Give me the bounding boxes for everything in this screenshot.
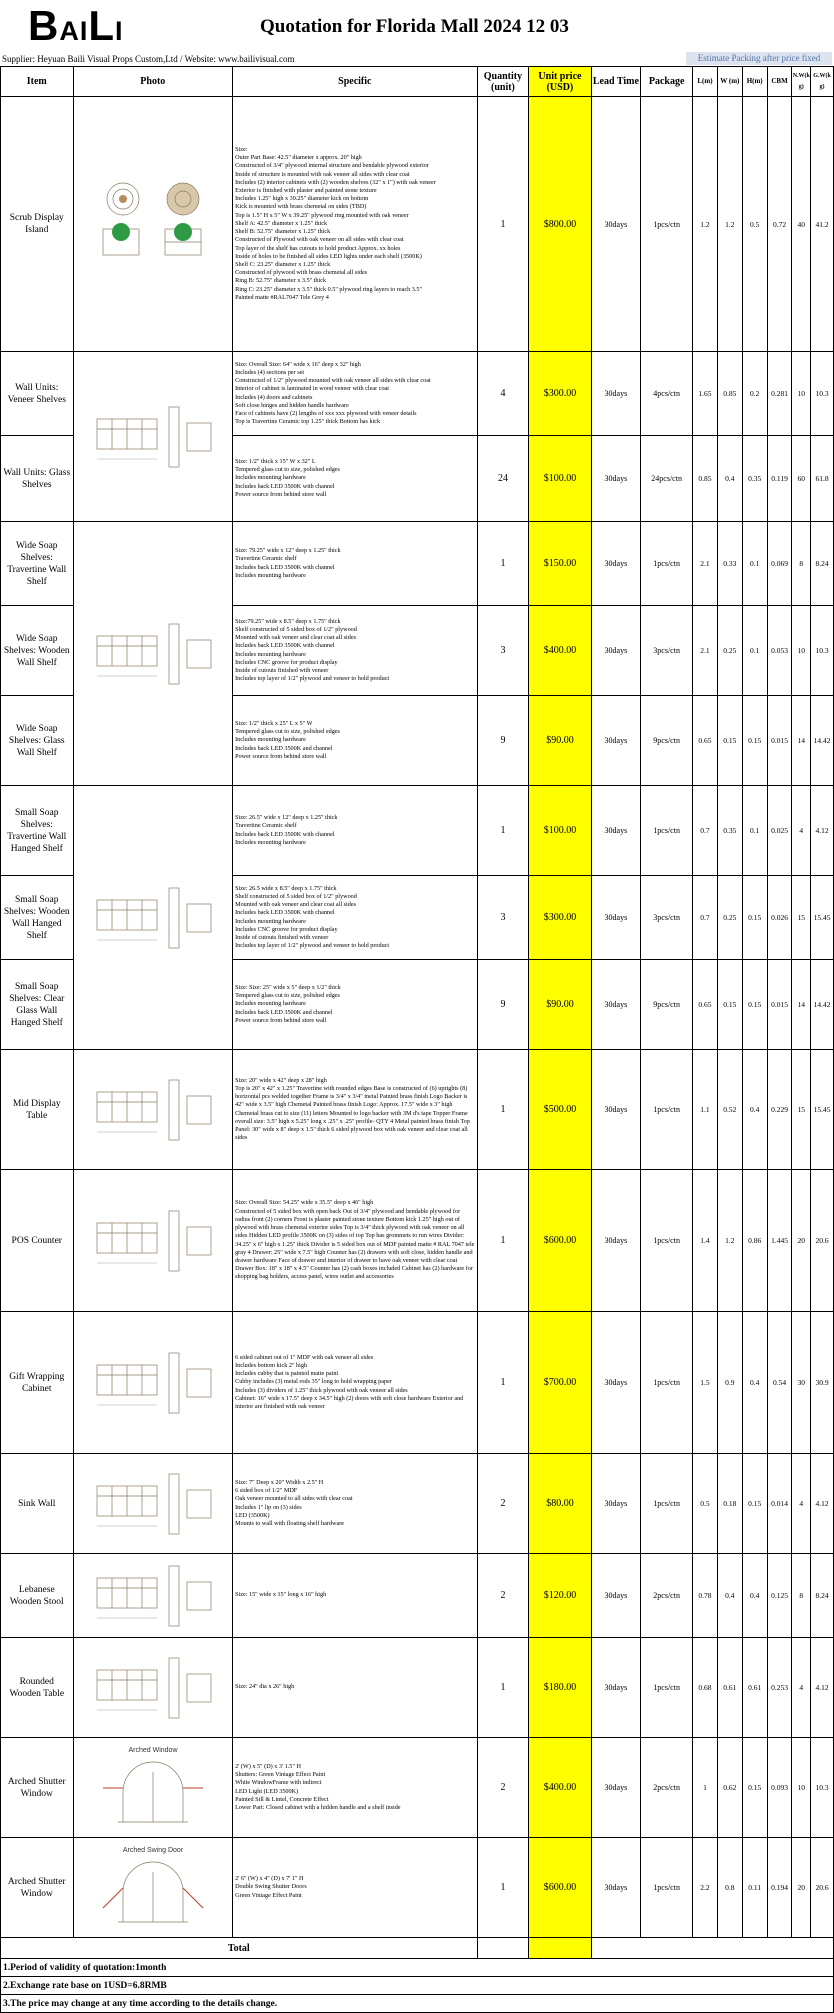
col-length: L(m) xyxy=(693,67,718,97)
length-cell: 1.2 xyxy=(693,97,718,352)
table-row xyxy=(1,1454,834,1554)
unit-price-cell: $300.00 xyxy=(529,352,591,436)
quotation-table xyxy=(0,66,834,2013)
gross-weight-cell: 4.12 xyxy=(811,1638,834,1738)
table-row xyxy=(1,1638,834,1738)
net-weight-cell: 8 xyxy=(792,1554,811,1638)
lead-time-cell: 30days xyxy=(591,436,641,522)
total-label: Total xyxy=(1,1938,478,1959)
lead-time-cell: 30days xyxy=(591,97,641,352)
length-cell: 0.68 xyxy=(693,1638,718,1738)
package-cell: 9pcs/ctn xyxy=(641,960,693,1050)
spec-text: Size: 1/2" thick x 15" W x 32" L Tempered glass cut to size, polished edges Includes mounting hardware Includes back LED 3500K with channel Power source from behind store wall xyxy=(233,436,478,522)
note-exchange-rate: 2.Exchange rate base on 1USD=6.8RMB xyxy=(1,1977,834,1995)
package-cell: 1pcs/ctn xyxy=(641,1838,693,1938)
product-drawing xyxy=(74,1642,233,1734)
spec-text: Size: 24" dia x 26" high xyxy=(233,1638,478,1738)
spec-text: 6 sided cabinet out of 1" MDF with oak veneer all sides Includes bottom kick 2" high Includes cubby that is painted matte paint Cubby includes (3) metal rods 35" long to hold wrapping paper Includes (3) dividers of 1.25" thick plywood with oak veneer all sides Cabinet: 16" wide x 17.5" deep x 34.5" high (2) doors with soft close hardware Exterior and interior are finished with oak veneer xyxy=(233,1312,478,1454)
gross-weight-cell: 10.3 xyxy=(811,352,834,436)
lead-time-cell: 30days xyxy=(591,522,641,606)
item-name: Small Soap Shelves: Travertine Wall Hanged Shelf xyxy=(1,786,74,876)
package-cell: 1pcs/ctn xyxy=(641,1050,693,1170)
package-cell: 1pcs/ctn xyxy=(641,522,693,606)
product-drawing xyxy=(74,1181,233,1301)
quantity-cell: 3 xyxy=(477,606,529,696)
col-photo: Photo xyxy=(73,67,233,97)
drawing-mid-display-table-drawing xyxy=(83,1054,223,1166)
width-cell: 0.4 xyxy=(717,436,742,522)
quantity-cell: 4 xyxy=(477,352,529,436)
photo-cell xyxy=(73,1838,233,1938)
unit-price-cell: $90.00 xyxy=(529,696,591,786)
table-row xyxy=(1,522,834,606)
quantity-cell: 1 xyxy=(477,1050,529,1170)
gross-weight-cell: 61.8 xyxy=(811,436,834,522)
length-cell: 0.65 xyxy=(693,696,718,786)
table-row xyxy=(1,1170,834,1312)
item-name: Scrub Display Island xyxy=(1,97,74,352)
net-weight-cell: 8 xyxy=(792,522,811,606)
cbm-cell: 0.069 xyxy=(767,522,792,606)
col-quantity: Quantity (unit) xyxy=(477,67,529,97)
height-cell: 0.61 xyxy=(742,1638,767,1738)
spec-text: Size: 26.5 wide x 8.5" deep x 1.75" thick Shelf constructed of 5 sided box of 1/2" plywood Mounted with oak veneer and clear coat all sides Includes back LED 3500K with channel Includes mounting hardware Includes CNC groove for product display Inside of cutouts finished with veneer Includes top layer of 1/2" plywood and veneer to hold product xyxy=(233,876,478,960)
cbm-cell: 0.026 xyxy=(767,876,792,960)
item-name: Lebanese Wooden Stool xyxy=(1,1554,74,1638)
unit-price-cell: $100.00 xyxy=(529,436,591,522)
spec-text: Size: 26.5" wide x 12" deep x 1.25" thick Travertine Ceramic shelf Includes back LED 3500K with channel Includes mounting hardware xyxy=(233,786,478,876)
package-cell: 1pcs/ctn xyxy=(641,1170,693,1312)
col-width: W (m) xyxy=(717,67,742,97)
item-name: Wide Soap Shelves: Travertine Wall Shelf xyxy=(1,522,74,606)
net-weight-cell: 15 xyxy=(792,876,811,960)
gross-weight-cell: 10.3 xyxy=(811,606,834,696)
length-cell: 0.65 xyxy=(693,960,718,1050)
net-weight-cell: 40 xyxy=(792,97,811,352)
length-cell: 0.7 xyxy=(693,786,718,876)
height-cell: 0.86 xyxy=(742,1170,767,1312)
table-row xyxy=(1,786,834,876)
note-row xyxy=(1,1959,834,1977)
photo-caption: Arched Swing Door xyxy=(122,1846,183,1854)
height-cell: 0.4 xyxy=(742,1050,767,1170)
table-row xyxy=(1,1738,834,1838)
package-cell: 1pcs/ctn xyxy=(641,1454,693,1554)
width-cell: 1.2 xyxy=(717,1170,742,1312)
quantity-cell: 24 xyxy=(477,436,529,522)
width-cell: 0.25 xyxy=(717,876,742,960)
photo-cell xyxy=(73,97,233,352)
unit-price-cell: $90.00 xyxy=(529,960,591,1050)
height-cell: 0.1 xyxy=(742,606,767,696)
height-cell: 0.15 xyxy=(742,876,767,960)
item-name: POS Counter xyxy=(1,1170,74,1312)
package-cell: 3pcs/ctn xyxy=(641,876,693,960)
photo-cell xyxy=(73,1638,233,1738)
gross-weight-cell: 20.6 xyxy=(811,1170,834,1312)
cbm-cell: 0.229 xyxy=(767,1050,792,1170)
item-name: Gift Wrapping Cabinet xyxy=(1,1312,74,1454)
lead-time-cell: 30days xyxy=(591,1638,641,1738)
height-cell: 0.15 xyxy=(742,1454,767,1554)
item-name: Sink Wall xyxy=(1,1454,74,1554)
cbm-cell: 0.194 xyxy=(767,1838,792,1938)
gross-weight-cell: 8.24 xyxy=(811,522,834,606)
package-cell: 2pcs/ctn xyxy=(641,1554,693,1638)
height-cell: 0.2 xyxy=(742,352,767,436)
spec-text: Size: 1/2" thick x 25" L x 5" W Tempered glass cut to size, polished edges Includes mounting hardware Includes back LED 3500K and channel Power source from behind store wall xyxy=(233,696,478,786)
lead-time-cell: 30days xyxy=(591,1454,641,1554)
product-drawing xyxy=(74,164,233,284)
quantity-cell: 1 xyxy=(477,786,529,876)
lead-time-cell: 30days xyxy=(591,696,641,786)
product-drawing xyxy=(74,596,233,712)
net-weight-cell: 10 xyxy=(792,352,811,436)
width-cell: 0.15 xyxy=(717,960,742,1050)
length-cell: 0.5 xyxy=(693,1454,718,1554)
lead-time-cell: 30days xyxy=(591,876,641,960)
net-weight-cell: 10 xyxy=(792,606,811,696)
spec-text: Size: Overall Size: 64" wide x 16" deep x 32" high Includes (4) sections per set Constructed of 1/2" plywood mounted with oak veneer all sides with clear coat Interior of cabinet is laminated in wood veneer with clear coat Includes (4) doors and cabinets Soft close hinges and hidden handle hardware Face of cabinets have (2) lengths of xxx xxx plywood with veneer details Top is Travertine Ceramic top 1.25" thick Bottom has kick xyxy=(233,352,478,436)
unit-price-cell: $80.00 xyxy=(529,1454,591,1554)
spec-text: 2' (W) x 5" (D) x 3' 1.5" H Shutters: Green Vintage Effect Paint White WindowFrame with indirect LED Light (LED 3500K) Painted Sill & Lintel, Concrete Effect Lower Part: Closed cabinet with a hidden handle and a shelf inside xyxy=(233,1738,478,1838)
gross-weight-cell: 10.3 xyxy=(811,1738,834,1838)
length-cell: 1.4 xyxy=(693,1170,718,1312)
item-name: Wall Units: Glass Shelves xyxy=(1,436,74,522)
product-drawing xyxy=(74,1054,233,1166)
product-drawing xyxy=(74,858,233,978)
quantity-cell: 1 xyxy=(477,97,529,352)
unit-price-cell: $100.00 xyxy=(529,786,591,876)
net-weight-cell: 20 xyxy=(792,1170,811,1312)
gross-weight-cell: 14.42 xyxy=(811,960,834,1050)
unit-price-cell: $500.00 xyxy=(529,1050,591,1170)
drawing-wide-soap-shelves-drawing xyxy=(83,596,223,712)
width-cell: 0.62 xyxy=(717,1738,742,1838)
note-price-change: 3.The price may change at any time according to the details change. xyxy=(1,1995,834,2013)
quantity-cell: 2 xyxy=(477,1454,529,1554)
photo-cell xyxy=(73,786,233,1050)
width-cell: 0.33 xyxy=(717,522,742,606)
table-row xyxy=(1,352,834,436)
photo-cell xyxy=(73,1312,233,1454)
lead-time-cell: 30days xyxy=(591,960,641,1050)
package-cell: 1pcs/ctn xyxy=(641,1638,693,1738)
net-weight-cell: 14 xyxy=(792,696,811,786)
package-cell: 24pcs/ctn xyxy=(641,436,693,522)
item-name: Wide Soap Shelves: Glass Wall Shelf xyxy=(1,696,74,786)
width-cell: 0.18 xyxy=(717,1454,742,1554)
spec-text: Size: Overall Size: 54.25" wide x 35.5" deep x 46" high Constructed of 5 sided box with open back Out of 3/4" plywood and bendable plywood for radius front (2) corners Front is plaster painted stone texture Bottom kick 1.25" high out of plywood with brass chemetal exterior sides Top is 3/4" thick plywood with oak veneer on all sides Hidden LED profile 3500K on (3) sides of top Top has grommets to run wires Divider: 34.25" x 6" high x 1.25" thick Divider is 5 sided box out of MDF painted matte # RAL 7047 tele gray 4 Drawer: 25" wide x 7.5" high Counter has (2) drawers with soft close, hidden handle and drawer hardware Face of drawer and interior of drawer to have oak veneer with clear coat Drawer Box: 18" x 18" x 4.5" Counter has (2) cash boxes included Cabinet has (2) hardware for shopping bag holders, access panel, wires outlet and accessories xyxy=(233,1170,478,1312)
length-cell: 0.7 xyxy=(693,876,718,960)
drawing-table-drawing xyxy=(83,1642,223,1734)
photo-cell xyxy=(73,1554,233,1638)
product-drawing xyxy=(74,1323,233,1443)
net-weight-cell: 4 xyxy=(792,1454,811,1554)
photo-cell xyxy=(73,1170,233,1312)
gross-weight-cell: 41.2 xyxy=(811,97,834,352)
width-cell: 0.35 xyxy=(717,786,742,876)
length-cell: 1 xyxy=(693,1738,718,1838)
width-cell: 0.61 xyxy=(717,1638,742,1738)
height-cell: 0.15 xyxy=(742,1738,767,1838)
unit-price-cell: $400.00 xyxy=(529,606,591,696)
spec-text: Size:79.25" wide x 8.5" deep x 1.75" thick Shelf constructed of 5 sided box of 1/2" plywood Mounted with oak veneer and clear coat all sides Includes back LED 3500K with channel Includes mounting hardware Includes CNC groove for product display Inside of cutouts finished with veneer Includes top layer of 1/2" plywood and veneer to hold product xyxy=(233,606,478,696)
product-drawing xyxy=(74,1842,233,1934)
height-cell: 0.15 xyxy=(742,960,767,1050)
net-weight-cell: 15 xyxy=(792,1050,811,1170)
length-cell: 1.1 xyxy=(693,1050,718,1170)
col-height: H(m) xyxy=(742,67,767,97)
lead-time-cell: 30days xyxy=(591,606,641,696)
quantity-cell: 2 xyxy=(477,1738,529,1838)
unit-price-cell: $120.00 xyxy=(529,1554,591,1638)
spec-text: Size: 20" wide x 42" deep x 28" high Top is 20" x 42" x 1.25" Travertine with rounded edges Base is constructed of (6) uprights (8) horizontal pcs welded together Frame is 3/4" x 3/4" metal Painted brass finish Logo Backer is 42" wide x 3.5" high Chemetal Painted brass finish Logo: Approx. 17.5" wide x 3" high Chemetal brass cut to size (11) letters Mounted to logo backer with 3M d's tape Topper Frame overall size: 3.5" high x 5.25" long x .25" x .25" profile- QTY 4 Metal painted brass finish Top Panel: 30" wide x 8" deep x 1.5" thick 6 sided plywood box with oak veneer and clear coat all sides xyxy=(233,1050,478,1170)
quantity-cell: 1 xyxy=(477,522,529,606)
unit-price-cell: $700.00 xyxy=(529,1312,591,1454)
height-cell: 0.4 xyxy=(742,1554,767,1638)
drawing-gift-cabinet-drawing xyxy=(83,1323,223,1443)
product-drawing xyxy=(74,1742,233,1834)
quantity-cell: 3 xyxy=(477,876,529,960)
quantity-cell: 9 xyxy=(477,696,529,786)
package-cell: 1pcs/ctn xyxy=(641,1312,693,1454)
col-cbm: CBM xyxy=(767,67,792,97)
lead-time-cell: 30days xyxy=(591,1838,641,1938)
cbm-cell: 1.445 xyxy=(767,1170,792,1312)
height-cell: 0.1 xyxy=(742,786,767,876)
cbm-cell: 0.253 xyxy=(767,1638,792,1738)
lead-time-cell: 30days xyxy=(591,786,641,876)
item-name: Mid Display Table xyxy=(1,1050,74,1170)
cbm-cell: 0.72 xyxy=(767,97,792,352)
page-title: Quotation for Florida Mall 2024 12 03 xyxy=(260,16,569,37)
gross-weight-cell: 14.42 xyxy=(811,696,834,786)
spec-text: Size: 79.25" wide x 12" deep x 1.25" thick Travertine Ceramic shelf Includes back LED 3500K with channel Includes mounting hardware xyxy=(233,522,478,606)
cbm-cell: 0.281 xyxy=(767,352,792,436)
gross-weight-cell: 15.45 xyxy=(811,1050,834,1170)
cbm-cell: 0.119 xyxy=(767,436,792,522)
spec-text: Size: 15" wide x 15" long x 16" high xyxy=(233,1554,478,1638)
note-validity: 1.Period of validity of quotation:1month xyxy=(1,1959,834,1977)
height-cell: 0.15 xyxy=(742,696,767,786)
photo-caption: Arched Window xyxy=(128,1746,178,1754)
item-name: Arched Shutter Window xyxy=(1,1838,74,1938)
gross-weight-cell: 30.9 xyxy=(811,1312,834,1454)
net-weight-cell: 4 xyxy=(792,786,811,876)
drawing-sink-wall-drawing xyxy=(83,1458,223,1550)
unit-price-cell: $300.00 xyxy=(529,876,591,960)
total-row xyxy=(1,1938,834,1959)
lead-time-cell: 30days xyxy=(591,1170,641,1312)
estimate-note: Estimate Packing after price fixed xyxy=(686,52,832,65)
height-cell: 0.4 xyxy=(742,1312,767,1454)
photo-cell xyxy=(73,1738,233,1838)
width-cell: 0.9 xyxy=(717,1312,742,1454)
length-cell: 2.1 xyxy=(693,522,718,606)
item-name: Wall Units: Veneer Shelves xyxy=(1,352,74,436)
lead-time-cell: 30days xyxy=(591,1050,641,1170)
length-cell: 2.1 xyxy=(693,606,718,696)
net-weight-cell: 14 xyxy=(792,960,811,1050)
quantity-cell: 1 xyxy=(477,1838,529,1938)
net-weight-cell: 10 xyxy=(792,1738,811,1838)
length-cell: 1.65 xyxy=(693,352,718,436)
unit-price-cell: $800.00 xyxy=(529,97,591,352)
height-cell: 0.35 xyxy=(742,436,767,522)
total-price-cell xyxy=(529,1938,591,1959)
width-cell: 0.85 xyxy=(717,352,742,436)
col-gross-weight: G.W(kg) xyxy=(811,67,834,97)
drawing-wall-units-drawing xyxy=(83,379,223,495)
package-cell: 9pcs/ctn xyxy=(641,696,693,786)
length-cell: 0.78 xyxy=(693,1554,718,1638)
height-cell: 0.5 xyxy=(742,97,767,352)
width-cell: 0.25 xyxy=(717,606,742,696)
company-logo: BAILI xyxy=(28,2,124,49)
unit-price-cell: $150.00 xyxy=(529,522,591,606)
unit-price-cell: $400.00 xyxy=(529,1738,591,1838)
net-weight-cell: 60 xyxy=(792,436,811,522)
header-row xyxy=(1,67,834,97)
gross-weight-cell: 4.12 xyxy=(811,1454,834,1554)
length-cell: 0.85 xyxy=(693,436,718,522)
spec-text: Size: Size: 25" wide x 5" deep x 1/2" thick Tempered glass cut to size, polished edges Includes mounting hardware Includes back LED 3500K and channel Power source from behind store wall xyxy=(233,960,478,1050)
drawing-pos-counter-drawing xyxy=(83,1181,223,1301)
quantity-cell: 9 xyxy=(477,960,529,1050)
unit-price-cell: $600.00 xyxy=(529,1170,591,1312)
col-item: Item xyxy=(1,67,74,97)
cbm-cell: 0.015 xyxy=(767,696,792,786)
length-cell: 1.5 xyxy=(693,1312,718,1454)
width-cell: 0.4 xyxy=(717,1554,742,1638)
cbm-cell: 0.053 xyxy=(767,606,792,696)
col-specific: Specific xyxy=(233,67,478,97)
quantity-cell: 2 xyxy=(477,1554,529,1638)
item-name: Wide Soap Shelves: Wooden Wall Shelf xyxy=(1,606,74,696)
table-row xyxy=(1,1312,834,1454)
unit-price-cell: $180.00 xyxy=(529,1638,591,1738)
height-cell: 0.1 xyxy=(742,522,767,606)
product-drawing xyxy=(74,1558,233,1634)
drawing-arched-window-drawing xyxy=(83,1742,223,1834)
item-name: Small Soap Shelves: Clear Glass Wall Hanged Shelf xyxy=(1,960,74,1050)
unit-price-cell: $600.00 xyxy=(529,1838,591,1938)
net-weight-cell: 4 xyxy=(792,1638,811,1738)
col-lead-time: Lead Time xyxy=(591,67,641,97)
length-cell: 2.2 xyxy=(693,1838,718,1938)
package-cell: 3pcs/ctn xyxy=(641,606,693,696)
photo-cell xyxy=(73,1050,233,1170)
gross-weight-cell: 20.6 xyxy=(811,1838,834,1938)
width-cell: 0.52 xyxy=(717,1050,742,1170)
cbm-cell: 0.093 xyxy=(767,1738,792,1838)
cbm-cell: 0.125 xyxy=(767,1554,792,1638)
spec-text: Size: 7" Deep x 20" Width x 2.5" H 6 sided box of 1/2" MDF Oak veneer mounted to all sides with clear coat Includes 1" lip on (3) sides LED (3500K) Mounts to wall with floating shelf hardware xyxy=(233,1454,478,1554)
photo-cell xyxy=(73,1454,233,1554)
table-row xyxy=(1,1050,834,1170)
col-unit-price: Unit price (USD) xyxy=(529,67,591,97)
col-package: Package xyxy=(641,67,693,97)
height-cell: 0.11 xyxy=(742,1838,767,1938)
table-row xyxy=(1,97,834,352)
table-row xyxy=(1,1554,834,1638)
item-name: Arched Shutter Window xyxy=(1,1738,74,1838)
width-cell: 1.2 xyxy=(717,97,742,352)
spec-text: Size: Outer Part Base: 42.5" diameter x approx. 20" high Constructed of 3/4" plywood internal structure and bendable plywood exterior Inside of structure is mounted with oak veneer all sides with clear coat Includes (2) interior cabinets with (2) wooden shelves (32" x 1") with oak veneer Exterior is finished with plaster and painted stone texture Includes 1.25" high x 39.25" diameter kick on bottom Kick is mounted with brass chemetal on sides (TBD) Top is 1.5" H x 5" W x 39.25" plywood ring mounted with oak veneer Shelf A: 42.5" diameter x 1.25" thick Shelf B: 52.75" diameter x 1.25" thick Constructed of Plywood with oak veneer on all sides with clear coat Top layer of the shelf has cutouts to hold product Approx. xx holes Inside of holes to be finished all sides LED lights under each shelf (3500K) Shelf C: 23.25" diameter x 1.25" thick Constructed of plywood with brass chemetal all sides Ring B: 52.75" diameter x 3.5" thick Ring C: 23.25" diameter x 3.5" thick 0.5" plywood ring layers to reach 3.5" Painted matte #RAL7047 Tele Grey 4 xyxy=(233,97,478,352)
package-cell: 4pcs/ctn xyxy=(641,352,693,436)
quantity-cell: 1 xyxy=(477,1170,529,1312)
lead-time-cell: 30days xyxy=(591,1312,641,1454)
net-weight-cell: 30 xyxy=(792,1312,811,1454)
cbm-cell: 0.014 xyxy=(767,1454,792,1554)
package-cell: 1pcs/ctn xyxy=(641,786,693,876)
cbm-cell: 0.54 xyxy=(767,1312,792,1454)
quantity-cell: 1 xyxy=(477,1638,529,1738)
drawing-arched-door-drawing xyxy=(83,1842,223,1934)
gross-weight-cell: 8.24 xyxy=(811,1554,834,1638)
drawing-scrub-island-drawing xyxy=(83,164,223,284)
quantity-cell: 1 xyxy=(477,1312,529,1454)
table-row xyxy=(1,1838,834,1938)
net-weight-cell: 20 xyxy=(792,1838,811,1938)
lead-time-cell: 30days xyxy=(591,1554,641,1638)
item-name: Rounded Wooden Table xyxy=(1,1638,74,1738)
gross-weight-cell: 4.12 xyxy=(811,786,834,876)
lead-time-cell: 30days xyxy=(591,352,641,436)
note-row xyxy=(1,1977,834,1995)
gross-weight-cell: 15.45 xyxy=(811,876,834,960)
width-cell: 0.15 xyxy=(717,696,742,786)
drawing-stool-drawing xyxy=(83,1558,223,1634)
lead-time-cell: 30days xyxy=(591,1738,641,1838)
cbm-cell: 0.025 xyxy=(767,786,792,876)
drawing-small-soap-shelves-drawing xyxy=(83,858,223,978)
note-row xyxy=(1,1995,834,2013)
photo-cell xyxy=(73,522,233,786)
width-cell: 0.8 xyxy=(717,1838,742,1938)
spec-text: 2' 6" (W) x 4" (D) x 7' 1" H Double Swing Shutter Doors Green Vintage Effect Paint xyxy=(233,1838,478,1938)
cbm-cell: 0.015 xyxy=(767,960,792,1050)
supplier-info: Supplier: Heyuan Baili Visual Props Custom,Ltd / Website: www.bailivisual.com xyxy=(2,54,295,64)
package-cell: 2pcs/ctn xyxy=(641,1738,693,1838)
item-name: Small Soap Shelves: Wooden Wall Hanged Shelf xyxy=(1,876,74,960)
photo-cell xyxy=(73,352,233,522)
package-cell: 1pcs/ctn xyxy=(641,97,693,352)
product-drawing xyxy=(74,1458,233,1550)
product-drawing xyxy=(74,379,233,495)
col-net-weight: N.W(kg) xyxy=(792,67,811,97)
